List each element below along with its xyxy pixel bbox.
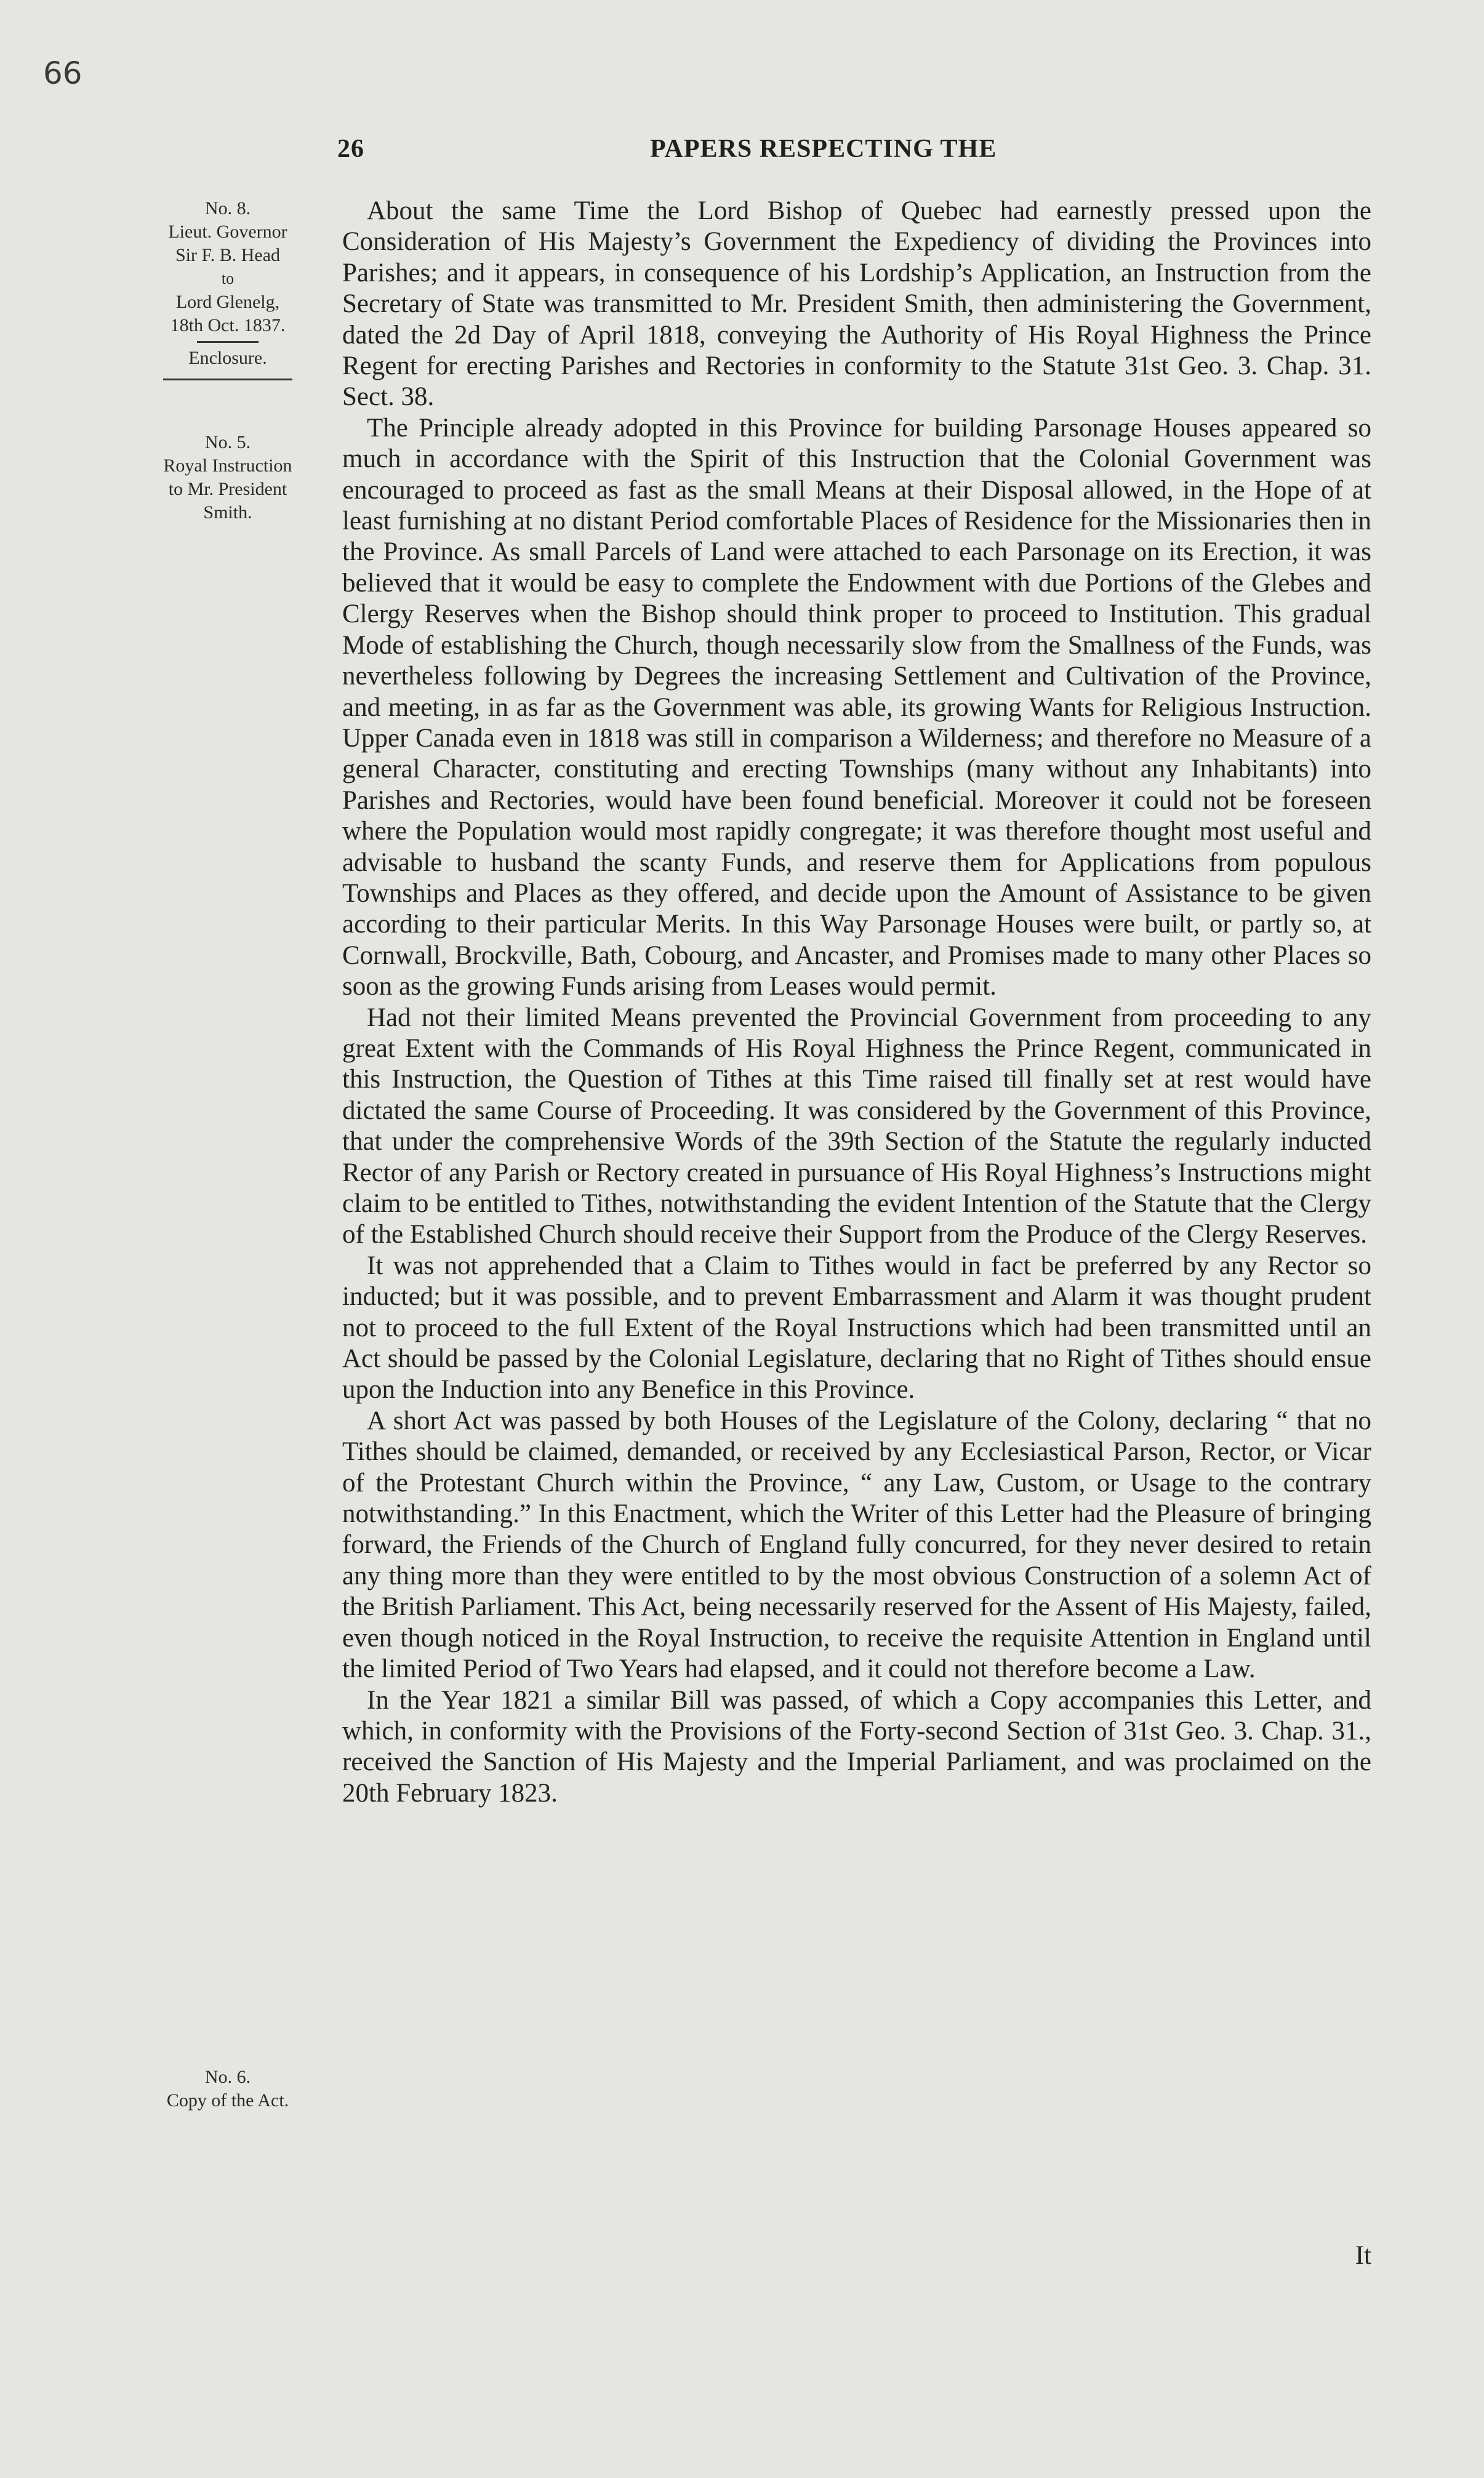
margin-divider: [163, 379, 292, 380]
margin-note-line: 18th Oct. 1837.: [170, 315, 286, 335]
margin-note-line: No. 8.: [204, 198, 251, 219]
margin-note-no6: [123, 2066, 332, 2112]
margin-note-no5: [123, 431, 332, 524]
margin-note-line: No. 5.: [204, 432, 251, 452]
paragraph: Had not their limited Means prevented the Provincial Government from proceeding to any great Extent with the Commands of His Royal Highness the Prince Regent, communicated in this Instruction, the Question of Tithes at this Time raised till finally set at rest would have dictated the same Course of Proceeding. It was considered by the Government of this Province, that under the comprehensive Words of the 39th Section of the Statute the regularly inducted Rector of any Parish or Rectory created in pursuance of His Royal Highness’s Instructions might claim to be entitled to Tithes, notwithstanding the evident Intention of the Statute that the Clergy of the Established Church should receive their Support from the Produce of the Clergy Reserves.: [342, 1003, 1371, 1249]
margin-note-line: Smith.: [203, 502, 252, 523]
paragraph: In the Year 1821 a similar Bill was passed, of which a Copy accompanies this Letter, and which, in conformity with the Provisions of the Forty-second Section of 31st Geo. 3. Chap. 31., received the Sanction of His Majesty and the Imperial Parliament, and was proclaimed on the 20th February 1823.: [342, 1685, 1371, 1808]
margin-note-no8: [123, 197, 332, 401]
margin-note-line: Copy of the Act.: [166, 2090, 289, 2111]
paragraph: A short Act was passed by both Houses of the Legislature of the Colony, declaring “ that no Tithes should be claimed, demanded, or received by any Ecclesiastical Parson, Rector, or Vicar of the Protestant Church within the Province, “ any Law, Custom, or Usage to the contrary notwithstanding.” In this Enactment, which the Writer of this Letter had the Pleasure of bringing forward, the Friends of the Church of England fully concurred, for they never desired to retain any thing more than they were entitled to by the most obvious Construction of a solemn Act of the British Parliament. This Act, being necessarily reserved for the Assent of His Majesty, failed, even though noticed in the Royal Instruction, to receive the requisite Attention in England until the limited Period of Two Years had elapsed, and it could not therefore become a Law.: [342, 1406, 1371, 1684]
margin-note-line: No. 6.: [204, 2067, 251, 2087]
margin-note-line: to Mr. President: [168, 479, 287, 499]
page-title: PAPERS RESPECTING THE: [650, 135, 997, 163]
margin-note-line: Sir F. B. Head: [175, 245, 281, 265]
paragraph: The Principle already adopted in this Province for building Parsonage Houses appeared so much in accordance with the Spirit of this Instruction that the Colonial Government was encouraged to proceed as fast as the small Means at their Disposal allowed, in the Hope of at least furnishing at no distant Period comfortable Places of Residence for the Missionaries then in the Province. As small Parcels of Land were attached to each Parsonage on its Erection, it was believed that it would be easy to complete the Endowment with due Portions of the Glebes and Clergy Reserves when the Bishop should think proper to proceed to Institution. This gradual Mode of establishing the Church, though necessarily slow from the Smallness of the Funds, was nevertheless following by Degrees the increasing Settlement and Cultivation of the Province, and meeting, in as far as the Government was able, its growing Wants for Religious Instruction. Upper Canada even in 1818 was still in comparison a Wilderness; and therefore no Measure of a general Character, constituting and erecting Townships (many without any Inhabitants) into Parishes and Rectories, would have been found beneficial. Moreover it could not be foreseen where the Population would most rapidly congregate; it was therefore thought most useful and advisable to husband the scanty Funds, and reserve them for Applications from populous Townships and Places as they offered, and decide upon the Amount of Assistance to be given according to their particular Merits. In this Way Parsonage Houses were built, or partly so, at Cornwall, Brockville, Bath, Cobourg, and Ancaster, and Promises made to many other Places so soon as the growing Funds arising from Leases would permit.: [342, 413, 1371, 1001]
margin-note-line: Royal Instruction: [163, 455, 292, 476]
margin-note-line: to: [221, 270, 235, 287]
margin-note-line: Lord Glenelg,: [175, 292, 280, 312]
margin-note-line: Enclosure.: [188, 348, 267, 368]
scan-page-number: 66: [43, 55, 82, 91]
letter-body: [342, 196, 1371, 1809]
margin-divider: [197, 341, 259, 343]
page-number: 26: [337, 135, 364, 163]
catchword: It: [1355, 2241, 1371, 2270]
paragraph: It was not apprehended that a Claim to Tithes would in fact be preferred by any Rector so inducted; but it was possible, and to prevent Embarrassment and Alarm it was thought prudent not to proceed to the full Extent of the Royal Instructions which had been transmitted until an Act should be passed by the Colonial Legislature, declaring that no Right of Tithes should ensue upon the Induction into any Benefice in this Province.: [342, 1251, 1371, 1405]
paragraph: About the same Time the Lord Bishop of Quebec had earnestly pressed upon the Consideration of His Majesty’s Government the Expediency of dividing the Provinces into Parishes; and it appears, in consequence of his Lordship’s Application, an Instruction from the Secretary of State was transmitted to Mr. President Smith, then administering the Government, dated the 2d Day of April 1818, conveying the Authority of His Royal Highness the Prince Regent for erecting Parishes and Rectories in conformity to the Statute 31st Geo. 3. Chap. 31. Sect. 38.: [342, 196, 1371, 412]
margin-note-line: Lieut. Governor: [168, 222, 287, 242]
